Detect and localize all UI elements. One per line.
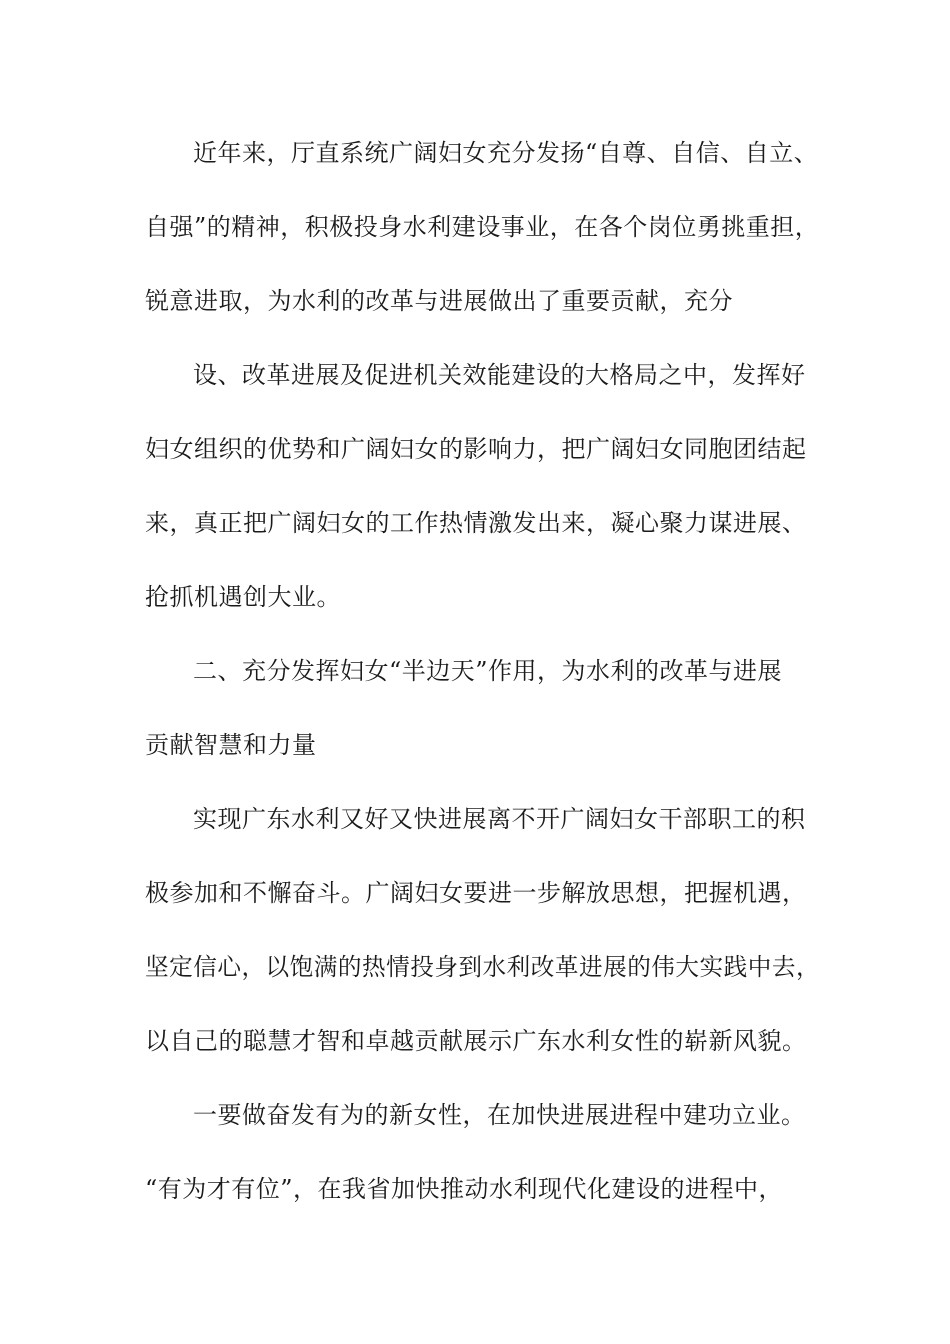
paragraph-line: 坚定信心，以饱满的热情投身到水利改革进展的伟大实践中去， (145, 953, 821, 981)
paragraph-line: 极参加和不懈奋斗。广阔妇女要进一步解放思想，把握机遇， (145, 879, 807, 907)
paragraph-line: 妇女组织的优势和广阔妇女的影响力，把广阔妇女同胞团结起 (145, 435, 807, 463)
paragraph-line: 以自己的聪慧才智和卓越贡献展示广东水利女性的崭新风貌。 (145, 1027, 807, 1055)
paragraph-line: 自强”的精神，积极投身水利建设事业，在各个岗位勇挑重担， (145, 213, 820, 241)
paragraph-line: 来，真正把广阔妇女的工作热情激发出来，凝心聚力谋进展、 (145, 509, 807, 537)
paragraph-line: “有为才有位”，在我省加快推动水利现代化建设的进程中， (145, 1175, 784, 1203)
paragraph-line: 一要做奋发有为的新女性，在加快进展进程中建功立业。 (193, 1101, 806, 1129)
paragraph-line: 设、改革进展及促进机关效能建设的大格局之中，发挥好 (193, 361, 806, 389)
paragraph-line: 近年来，厅直系统广阔妇女充分发扬“自尊、自信、自立、 (193, 139, 819, 167)
section-heading-line: 二、充分发挥妇女“半边天”作用，为水利的改革与进展 (193, 657, 783, 685)
paragraph-line: 实现广东水利又好又快进展离不开广阔妇女干部职工的积 (193, 805, 806, 833)
paragraph-line: 抢抓机遇创大业。 (145, 583, 341, 611)
section-heading-line: 贡献智慧和力量 (145, 731, 317, 759)
paragraph-line: 锐意进取，为水利的改革与进展做出了重要贡献，充分 (145, 287, 733, 315)
